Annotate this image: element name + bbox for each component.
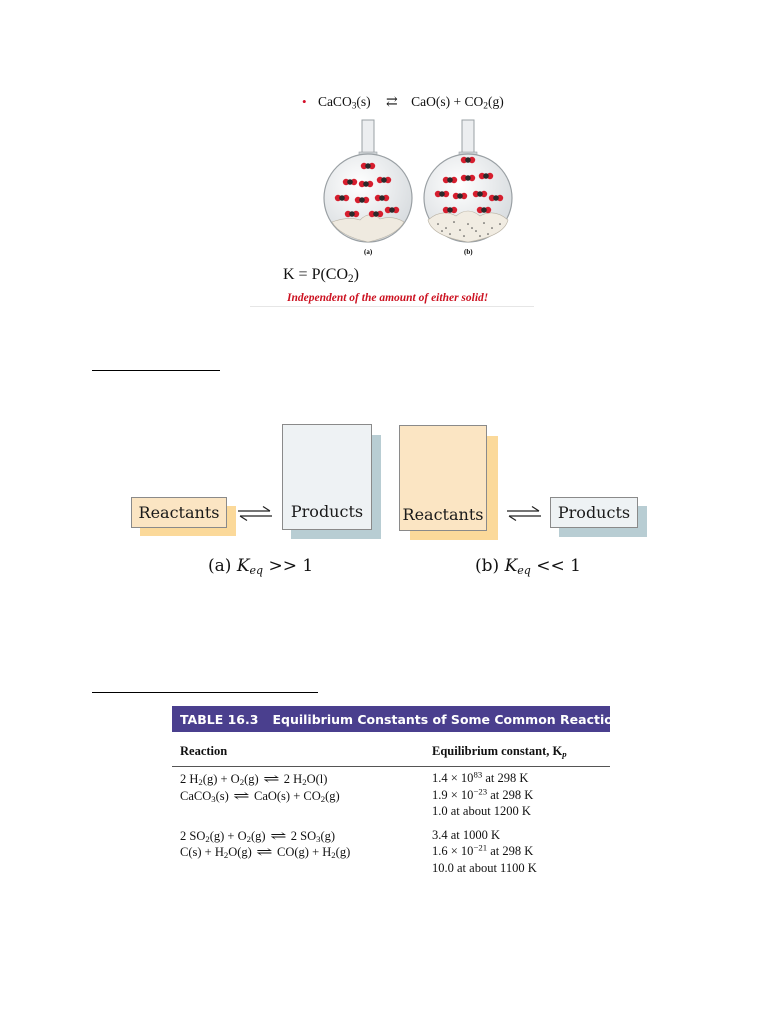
column-header-constant (432, 744, 567, 759)
table-row (180, 804, 610, 820)
keq-caption-b (475, 556, 581, 576)
reaction-cell: 2 $SO_2(g) + O_2(g)$ ⇌ 2 $SO_3(g)$ (180, 827, 336, 844)
caption-sub: eq (249, 563, 264, 577)
decomposition-equation (302, 94, 504, 111)
flask-b (424, 120, 512, 242)
blank-answer-line (92, 692, 318, 693)
constant-cell: 10.0 at about 1100 K (432, 860, 537, 875)
table-header (172, 706, 630, 732)
equilibrium-arrow: ⇄ (386, 95, 398, 110)
flasks-illustration (318, 118, 518, 258)
reactants-box: Reactants (399, 425, 487, 531)
equilibrium-arrows (505, 505, 543, 521)
constant-sub: p (562, 749, 567, 760)
independence-note: Independent of the amount of either solid! (287, 292, 489, 304)
column-header-reaction: Reaction (180, 744, 228, 758)
reaction-cell: $C(s) + H_2O(g)$ ⇌ $CO(g) + H_2(g)$ (180, 844, 351, 861)
blank-answer-line (92, 370, 220, 371)
table-number: TABLE 16.3 (180, 711, 259, 727)
constant-label: Equilibrium constant, K (432, 744, 563, 758)
reaction-cell (180, 861, 432, 877)
equation-right: $CaO(s) + CO_2(g)$ (411, 94, 504, 112)
caption-relation: >> 1 (268, 556, 314, 576)
table-column-headers (172, 732, 610, 767)
flask-a-label: (a) (364, 248, 373, 256)
caption-symbol: K (236, 556, 250, 576)
reaction-cell: CaCO$_3$(s) ⇌ $CaO(s) + CO_2(g)$ (180, 787, 340, 804)
k-expression: $K = P(CO_2)$ (283, 266, 359, 285)
table-row (180, 844, 610, 861)
flask-a (324, 120, 412, 242)
equilibrium-constants-table (172, 706, 630, 876)
reaction-cell: 2 $H_2(g) + O_2(g)$ ⇌ 2 $H_2O(l)$ (180, 771, 328, 788)
caption-prefix: (a) (208, 556, 232, 576)
reactants-box: Reactants (131, 497, 227, 528)
caption-symbol: K (504, 556, 518, 576)
equilibrium-arrows (236, 505, 274, 521)
table-row (180, 788, 610, 805)
reaction-cell (180, 804, 432, 820)
caption-prefix: (b) (475, 556, 500, 576)
divider (250, 306, 534, 307)
constant-cell: 1.0 at about 1200 K (432, 804, 531, 818)
table-title: Equilibrium Constants of Some Common Reactions (272, 711, 630, 727)
equation-left: CaCO$_3$(s) (317, 94, 371, 112)
table-row (180, 771, 610, 788)
table-row (180, 861, 610, 877)
keq-caption-a (208, 556, 313, 576)
constant-cell: $1.9 \times 10^{-23}$ at 298 K (432, 786, 534, 802)
flask-b-label: (b) (464, 248, 473, 256)
caption-relation: << 1 (536, 556, 581, 576)
products-box: Products (550, 497, 638, 528)
caption-sub: eq (517, 563, 531, 577)
constant-cell: $1.6 \times 10^{-21}$ at 298 K (432, 842, 534, 858)
table-row (180, 828, 610, 845)
bullet: • (302, 94, 307, 109)
constant-cell: $1.4 \times 10^{83}$ at 298 K (432, 769, 529, 785)
constant-cell: 3.4 at 1000 K (432, 827, 501, 842)
products-box: Products (282, 424, 372, 530)
table-body (172, 767, 610, 876)
